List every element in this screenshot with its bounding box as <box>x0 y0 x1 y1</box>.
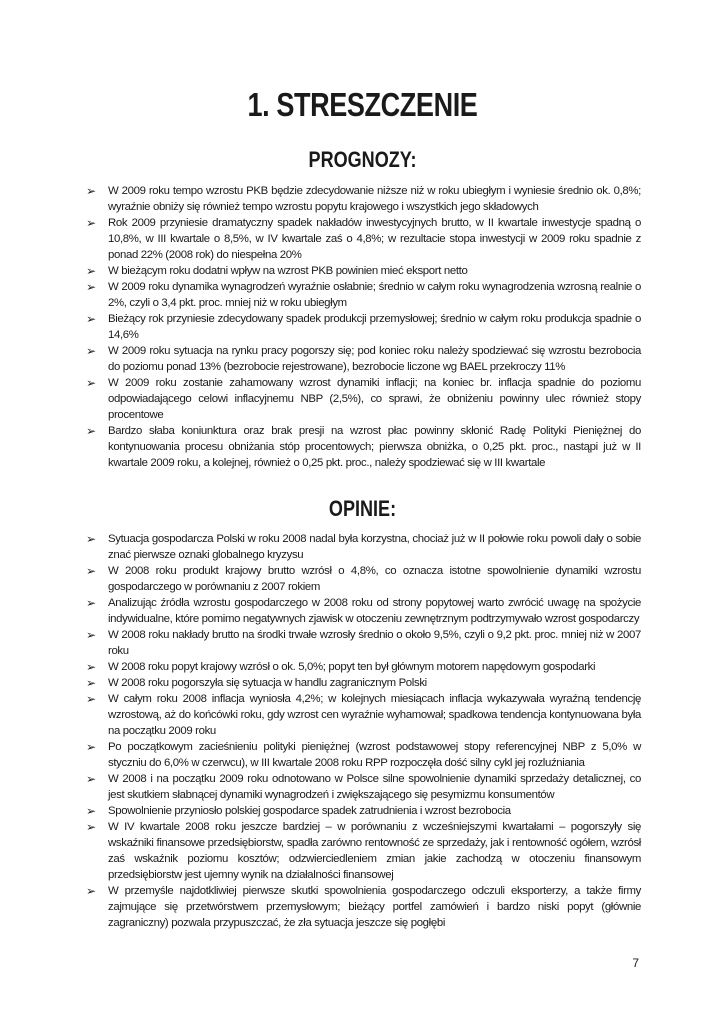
list-item-text: Spowolnienie przyniosło polskiej gospodarce spadek zatrudnienia i wzrost bezrobocia <box>108 805 511 817</box>
list-item-text: W IV kwartale 2008 roku jeszcze bardziej – w porównaniu z wcześniejszymi kwartałami – pogorszyły się wskaźniki finansowe przedsiębiorstw, spadła zarówno rentowność ze sprzedaży, jak i rentowność ogółem, wzrósł zaś wskaźnik poziomu kosztów; odzwierciedleniem zmian jakie zachodzą w otoczeniu finansowym przedsiębiorstw jest ujemny wynik na działalności finansowej <box>108 821 641 881</box>
list-item <box>86 531 641 563</box>
list-item <box>86 311 641 343</box>
list-item-text: Analizując źródła wzrostu gospodarczego w 2008 roku od strony popytowej warto zwrócić uwagę na spożycie indywidualne, które pomimo negatywnych zjawisk w otoczeniu zewnętrznym podtrzymywało wzrost gospodarczy <box>108 597 641 625</box>
arrow-bullet-icon: ➢ <box>86 884 96 898</box>
arrow-bullet-icon: ➢ <box>86 820 96 834</box>
list-item-text: W 2009 roku tempo wzrostu PKB będzie zdecydowanie niższe niż w roku ubiegłym i wyniesie średnio ok. 0,8%; wyraźnie obniży się również tempo wzrostu popytu krajowego i wszystkich jego składowych <box>108 185 641 213</box>
list-item-text: Rok 2009 przyniesie dramatyczny spadek nakładów inwestycyjnych brutto, w II kwartale inwestycje spadną o 10,8%, w III kwartale o 8,5%, w IV kwartale zaś o 4,8%; w rezultacie stopa inwestycji w 2009 roku spadnie z ponad 22% (2008 rok) do niespełna 20% <box>108 217 641 261</box>
list-item-text: W bieżącym roku dodatni wpływ na wzrost PKB powinien mieć eksport netto <box>108 265 468 277</box>
prognozy-list <box>86 183 641 471</box>
list-item <box>86 691 641 739</box>
list-item <box>86 627 641 659</box>
list-item-text: Bardzo słaba koniunktura oraz brak presji na wzrost płac powinny skłonić Radę Polityki Pieniężnej do kontynuowania procesu obniżania stóp procentowych; pierwsza obniżka, o 0,25 pkt. proc., nastąpi już w II kwartale 2009 roku, a kolejnej, również o 0,25 pkt. proc., należy spodziewać się w III kwartale <box>108 425 641 469</box>
arrow-bullet-icon: ➢ <box>86 344 96 358</box>
list-item <box>86 675 641 691</box>
list-item <box>86 279 641 311</box>
list-item <box>86 819 641 883</box>
list-item <box>86 771 641 803</box>
list-item <box>86 423 641 471</box>
list-item <box>86 343 641 375</box>
arrow-bullet-icon: ➢ <box>86 216 96 230</box>
arrow-bullet-icon: ➢ <box>86 628 96 642</box>
list-item-text: W 2009 roku zostanie zahamowany wzrost dynamiki inflacji; na koniec br. inflacja spadnie do poziomu odpowiadającego celowi inflacyjnemu NBP (2,5%), co sprawi, że obniżeniu powinny ulec również stopy procentowe <box>108 377 641 421</box>
arrow-bullet-icon: ➢ <box>86 676 96 690</box>
arrow-bullet-icon: ➢ <box>86 532 96 546</box>
list-item <box>86 183 641 215</box>
list-item-text: W 2008 roku popyt krajowy wzrósł o ok. 5,0%; popyt ten był głównym motorem napędowym gospodarki <box>108 661 596 673</box>
list-item-text: Sytuacja gospodarcza Polski w roku 2008 nadal była korzystna, chociaż już w II połowie roku powoli dały o sobie znać pierwsze oznaki globalnego kryzysu <box>108 533 641 561</box>
arrow-bullet-icon: ➢ <box>86 596 96 610</box>
arrow-bullet-icon: ➢ <box>86 660 96 674</box>
arrow-bullet-icon: ➢ <box>86 312 96 326</box>
list-item-text: W 2009 roku sytuacja na rynku pracy pogorszy się; pod koniec roku należy spodziewać się wzrostu bezrobocia do poziomu ponad 13% (bezrobocie rejestrowane), bezrobocie liczone wg BAEL przekroczy 11% <box>108 345 641 373</box>
arrow-bullet-icon: ➢ <box>86 692 96 706</box>
list-item <box>86 563 641 595</box>
list-item <box>86 803 641 819</box>
list-item-text: W 2008 roku pogorszyła się sytuacja w handlu zagranicznym Polski <box>108 677 427 689</box>
list-item <box>86 595 641 627</box>
list-item <box>86 659 641 675</box>
list-item-text: W 2008 roku nakłady brutto na środki trwałe wzrosły średnio o około 9,5%, czyli o 9,2 pkt. proc. mniej niż w 2007 roku <box>108 629 641 657</box>
list-item <box>86 263 641 279</box>
list-item-text: Bieżący rok przyniesie zdecydowany spadek produkcji przemysłowej; średnio w całym roku produkcja spadnie o 14,6% <box>108 313 641 341</box>
list-item-text: W przemyśle najdotkliwiej pierwsze skutki spowolnienia gospodarczego odczuli eksporterzy, a także firmy zajmujące się przetwórstwem przemysłowym; bieżący portfel zamówień i bardzo niski popyt (głównie zagraniczny) pozwala przypuszczać, że zła sytuacja jeszcze się pogłębi <box>108 885 641 929</box>
arrow-bullet-icon: ➢ <box>86 564 96 578</box>
opinie-list <box>86 531 641 931</box>
arrow-bullet-icon: ➢ <box>86 772 96 786</box>
arrow-bullet-icon: ➢ <box>86 264 96 278</box>
list-item-text: Po początkowym zacieśnieniu polityki pieniężnej (wzrost podstawowej stopy referencyjnej NBP z 5,0% w styczniu do 6,0% w czerwcu), w III kwartale 2008 roku RPP rozpoczęła dość silny cykl jej rozluźniania <box>108 741 641 769</box>
list-item-text: W 2009 roku dynamika wynagrodzeń wyraźnie osłabnie; średnio w całym roku wynagrodzenia wzrosną realnie o 2%, czyli o 3,4 pkt. proc. mniej niż w roku ubiegłym <box>108 281 641 309</box>
list-item-text: W 2008 i na początku 2009 roku odnotowano w Polsce silne spowolnienie dynamiki sprzedaży detalicznej, co jest skutkiem słabnącej dynamiki wynagrodzeń i zwiększającego się pesymizmu konsumentów <box>108 773 641 801</box>
arrow-bullet-icon: ➢ <box>86 376 96 390</box>
page-number: 7 <box>632 956 639 970</box>
arrow-bullet-icon: ➢ <box>86 424 96 438</box>
page-title: 1. STRESZCZENIE <box>247 86 478 123</box>
list-item <box>86 215 641 263</box>
section-heading-prognozy: PROGNOZY: <box>308 147 417 172</box>
arrow-bullet-icon: ➢ <box>86 280 96 294</box>
arrow-bullet-icon: ➢ <box>86 740 96 754</box>
list-item <box>86 883 641 931</box>
list-item <box>86 375 641 423</box>
arrow-bullet-icon: ➢ <box>86 804 96 818</box>
list-item-text: W 2008 roku produkt krajowy brutto wzrósł o 4,8%, co oznacza istotne spowolnienie dynamiki wzrostu gospodarczego w porównaniu z 2007 rokiem <box>108 565 641 593</box>
section-heading-opinie: OPINIE: <box>328 496 397 521</box>
list-item-text: W całym roku 2008 inflacja wyniosła 4,2%; w kolejnych miesiącach inflacja wykazywała wyraźną tendencję wzrostową, aż do końcówki roku, gdy wzrost cen wyraźnie wyhamował; spadkowa tendencja kontynuowana była na początku 2009 roku <box>108 693 641 737</box>
list-item <box>86 739 641 771</box>
arrow-bullet-icon: ➢ <box>86 184 96 198</box>
